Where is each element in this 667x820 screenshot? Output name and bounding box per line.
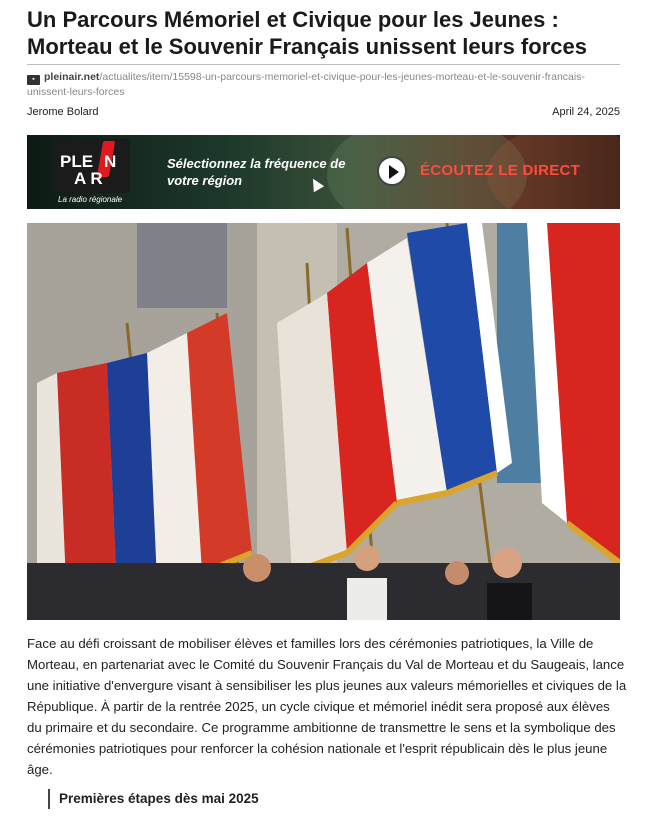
author: Jerome Bolard: [27, 106, 99, 118]
title-divider: [27, 64, 620, 65]
logo-word: PLE: [60, 152, 94, 171]
logo-tagline: La radio régionale: [58, 195, 123, 204]
radio-ad-banner[interactable]: [27, 135, 620, 209]
source-domain[interactable]: pleinair.net: [44, 71, 100, 83]
banner-message: Sélectionnez la fréquence de votre région: [167, 156, 346, 188]
article-paragraph: Face au défi croissant de mobiliser élèves et familles lors des cérémonies patriotiques, la Ville de Morteau, en partenariat avec le Comité du Souvenir Français du Val de Morteau et du Saugeais, lance une initiative d'envergure visant à sensibiliser les plus jeunes aux valeurs mémorielles et civiques de la République. À partir de la rentrée 2025, un cycle civique et mémoriel inédit sera proposé aux élèves du primaire et du secondaire. Ce programme ambitionne de transmettre le sens et la symbolique des cérémonies patriotiques pour renforcer la cohésion nationale et l'esprit républicain dès le plus jeune âge.: [27, 636, 627, 777]
byline: [27, 106, 620, 118]
logo-word: N: [104, 152, 117, 171]
publish-date: April 24, 2025: [552, 106, 620, 118]
article-photo: [27, 223, 620, 620]
logo-word: A R: [74, 169, 103, 188]
site-favicon-icon: ▪: [27, 75, 40, 85]
section-subheading: Premières étapes dès mai 2025: [48, 789, 259, 809]
play-icon[interactable]: [377, 156, 407, 186]
radio-logo: [54, 139, 130, 205]
listen-live-button[interactable]: ÉCOUTEZ LE DIRECT: [420, 162, 581, 179]
source-link[interactable]: [27, 70, 620, 99]
article-title: Un Parcours Mémoriel et Civique pour les Jeunes : Morteau et le Souvenir Français unissent leurs forces: [27, 7, 587, 59]
flag-ceremony-illustration: [27, 223, 620, 620]
source-path[interactable]: /actualites/item/15598-un-parcours-memoriel-et-civique-pour-les-jeunes-morteau-et-le-souvenir-francais-unissent-leurs-forces: [27, 71, 585, 98]
